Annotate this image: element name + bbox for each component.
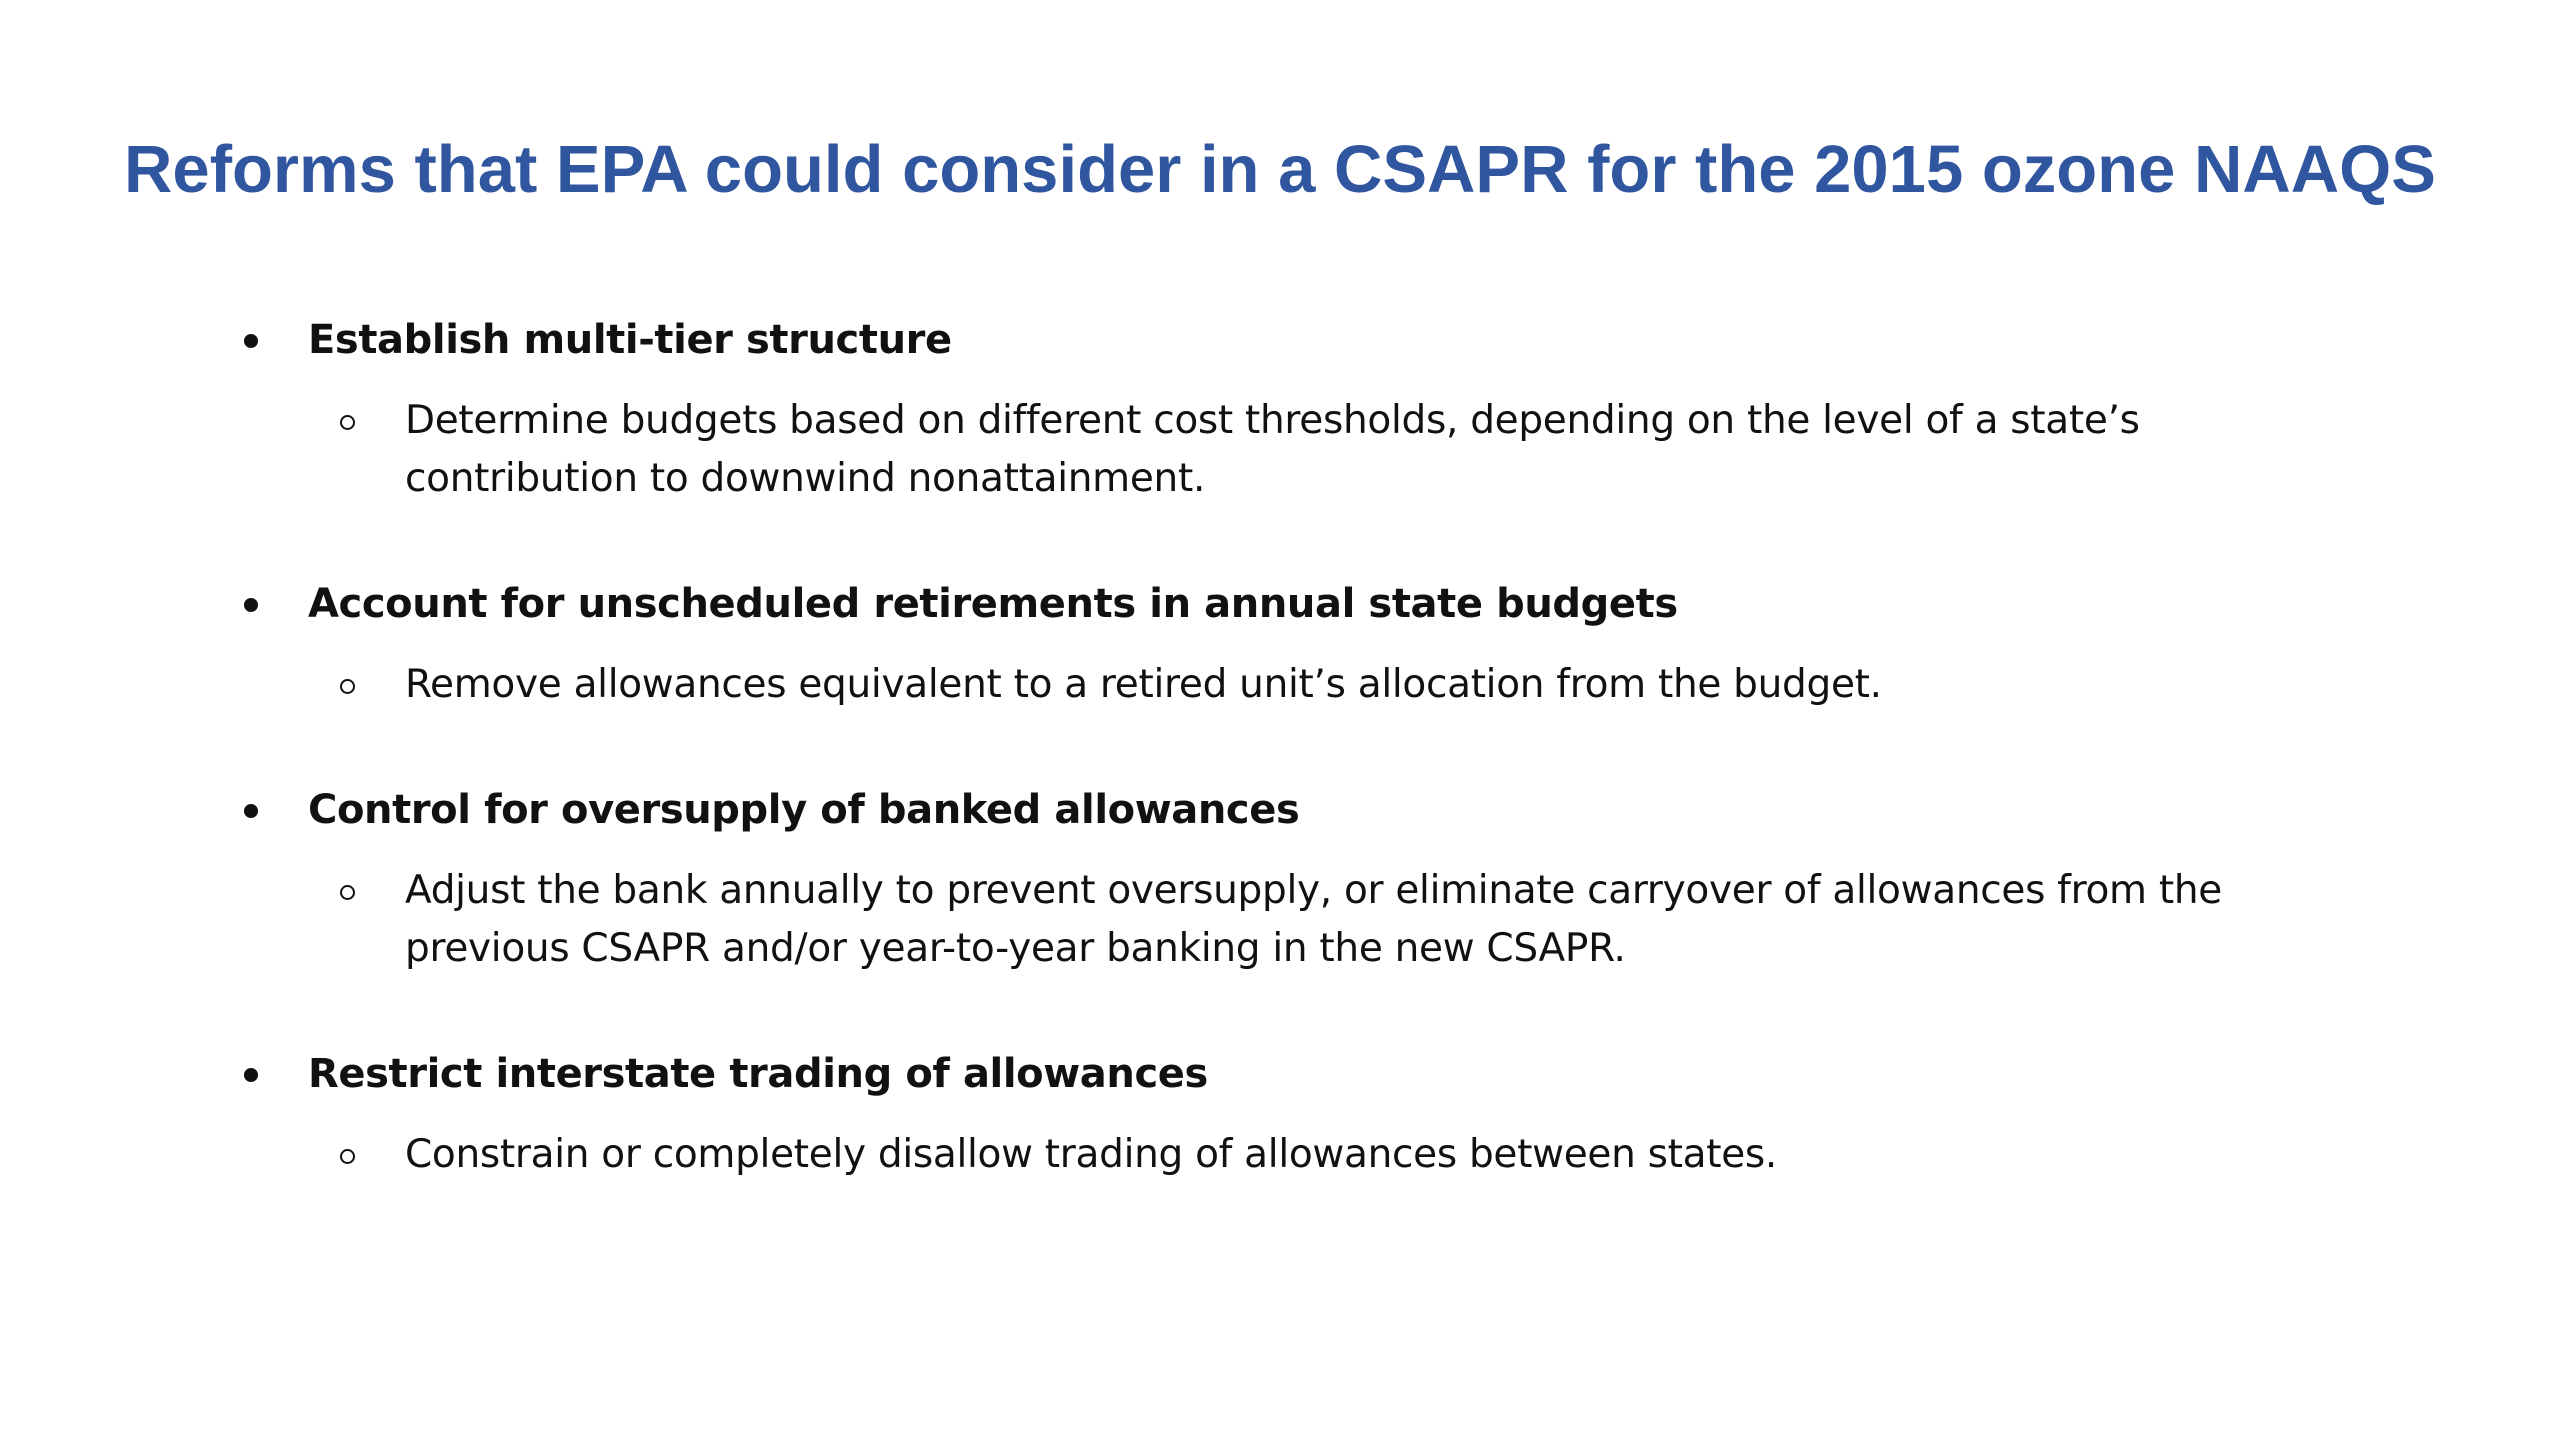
sub-bullet	[240, 862, 2340, 978]
sub-bullet	[240, 1126, 2340, 1184]
filled-bullet-icon	[244, 334, 258, 348]
filled-bullet-icon	[244, 1068, 258, 1082]
bullet-item	[240, 780, 2340, 978]
hollow-bullet-icon	[340, 885, 355, 900]
bullet-heading-text: Account for unscheduled retirements in annual state budgets	[308, 581, 1678, 627]
bullet-item	[240, 574, 2340, 714]
sub-bullet-text: Determine budgets based on different cost thresholds, depending on the level of a state’s contribution to downwind nonattainment.	[405, 398, 2140, 501]
hollow-bullet-icon	[340, 1149, 355, 1164]
bullet-item	[240, 310, 2340, 508]
bullet-heading	[240, 574, 2340, 634]
sub-bullet-text: Remove allowances equivalent to a retired unit’s allocation from the budget.	[405, 662, 1882, 707]
slide-title: Reforms that EPA could consider in a CSAPR for the 2015 ozone NAAQS	[124, 132, 2436, 207]
bullet-heading-text: Restrict interstate trading of allowances	[308, 1051, 1208, 1097]
bullet-heading	[240, 780, 2340, 840]
hollow-bullet-icon	[340, 679, 355, 694]
bullet-list	[240, 310, 2340, 1250]
sub-bullet	[240, 392, 2340, 508]
sub-bullet-text: Adjust the bank annually to prevent oversupply, or eliminate carryover of allowances from the previous CSAPR and/or year-to-year banking in the new CSAPR.	[405, 868, 2222, 971]
bullet-heading-text: Establish multi-tier structure	[308, 317, 952, 363]
bullet-heading-text: Control for oversupply of banked allowances	[308, 787, 1300, 833]
sub-bullet-text: Constrain or completely disallow trading of allowances between states.	[405, 1132, 1778, 1177]
filled-bullet-icon	[244, 804, 258, 818]
hollow-bullet-icon	[340, 415, 355, 430]
bullet-item	[240, 1044, 2340, 1184]
sub-bullet	[240, 656, 2340, 714]
filled-bullet-icon	[244, 598, 258, 612]
bullet-heading	[240, 1044, 2340, 1104]
bullet-heading	[240, 310, 2340, 370]
